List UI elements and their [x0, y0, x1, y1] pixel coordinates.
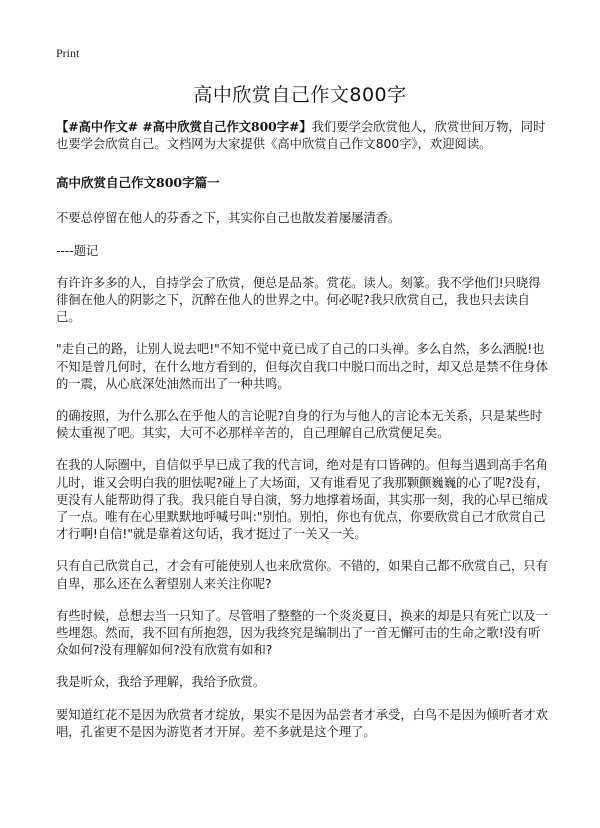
epigraph-credit: ----题记 — [56, 243, 99, 258]
print-link[interactable]: Print — [56, 46, 80, 60]
paragraph: 只有自己欣赏自己，才会有可能使别人也来欣赏你。不错的，如果自己都不欣赏自己，只有自卑，那么还在么奢望别人来关注你呢? — [56, 559, 548, 591]
section-subtitle: 高中欣赏自己作文800字篇一 — [56, 175, 220, 191]
intro-text: 我们要学会欣赏他人，欣赏世间万物，同时也要学会欣赏自己。文档网为大家提供《高中欣赏自己作文800字》，欢迎阅读。 — [56, 120, 546, 152]
paragraph: 的确按照，为什么那么在乎他人的言论呢?自身的行为与他人的言论本无关系，只是某些时候太重视了吧。其实，大可不必那样辛苦的，自己理解自己欣赏便足矣。 — [56, 409, 543, 441]
paragraph: 有许许多多的人，自持学会了欣赏，便总是品茶。赏花。读人。刻篆。我不学他们!只晓得徘徊在他人的阴影之下，沉醉在他人的世界之中。何必呢?我只欣赏自己，我也只去读自己。 — [56, 275, 541, 325]
intro-paragraph — [56, 118, 550, 153]
paragraph: 我是听众，我给予理解，我给予欣赏。 — [56, 675, 266, 690]
paragraph: "走自己的路，让别人说去吧!"不知不觉中竟已成了自己的口头禅。多么自然，多么洒脱!也不知是曾几何时，在什么地方看到的，但每次自我口中脱口而出之时，却又总是禁不住身体的一震，从心底深处油然而出了一种共鸣。 — [56, 342, 548, 391]
article-tags: 【#高中作文# #高中欣赏自己作文800字#】 — [56, 119, 312, 134]
paragraph: 在我的人际圈中，自信似乎早已成了我的代言词，绝对是有口皆碑的。但每当遇到高手名角儿时，谁又会明白我的胆怯呢?碰上了大场面，又有谁看见了我那颗颤巍巍的心了呢?没有，更没有人能帮助得了我。我只能自导自演，努力地撑着场面，其实那一刻，我的心早已缩成了一点。唯有在心里默默地呼喊号叫:"别怕。别怕，你也有优点，你要欣赏自己才欣赏自己才行啊!自信!"就是靠着这句话，我才挺过了一关又一关。 — [56, 458, 549, 542]
paragraph: 有些时候，总想去当一只知了。尽管唱了整整的一个炎炎夏日，换来的却是只有死亡以及一些埋怨。然而，我不回有所抱怨，因为我终究是编制出了一首无懈可击的生命之歌!没有听众如何?没有理解如何?没有欣赏有如和? — [56, 608, 548, 658]
paragraph: 不要总停留在他人的芬香之下，其实你自己也散发着屡屡清香。 — [56, 211, 401, 226]
page-title: 高中欣赏自己作文800字 — [193, 84, 407, 106]
paragraph: 要知道红花不是因为欣赏者才绽放，果实不是因为品尝者才承受，白鸟不是因为倾听者才欢唱，孔雀更不是因为游览者才开屏。差不多就是这个理了。 — [56, 707, 548, 739]
article-body — [56, 118, 550, 756]
